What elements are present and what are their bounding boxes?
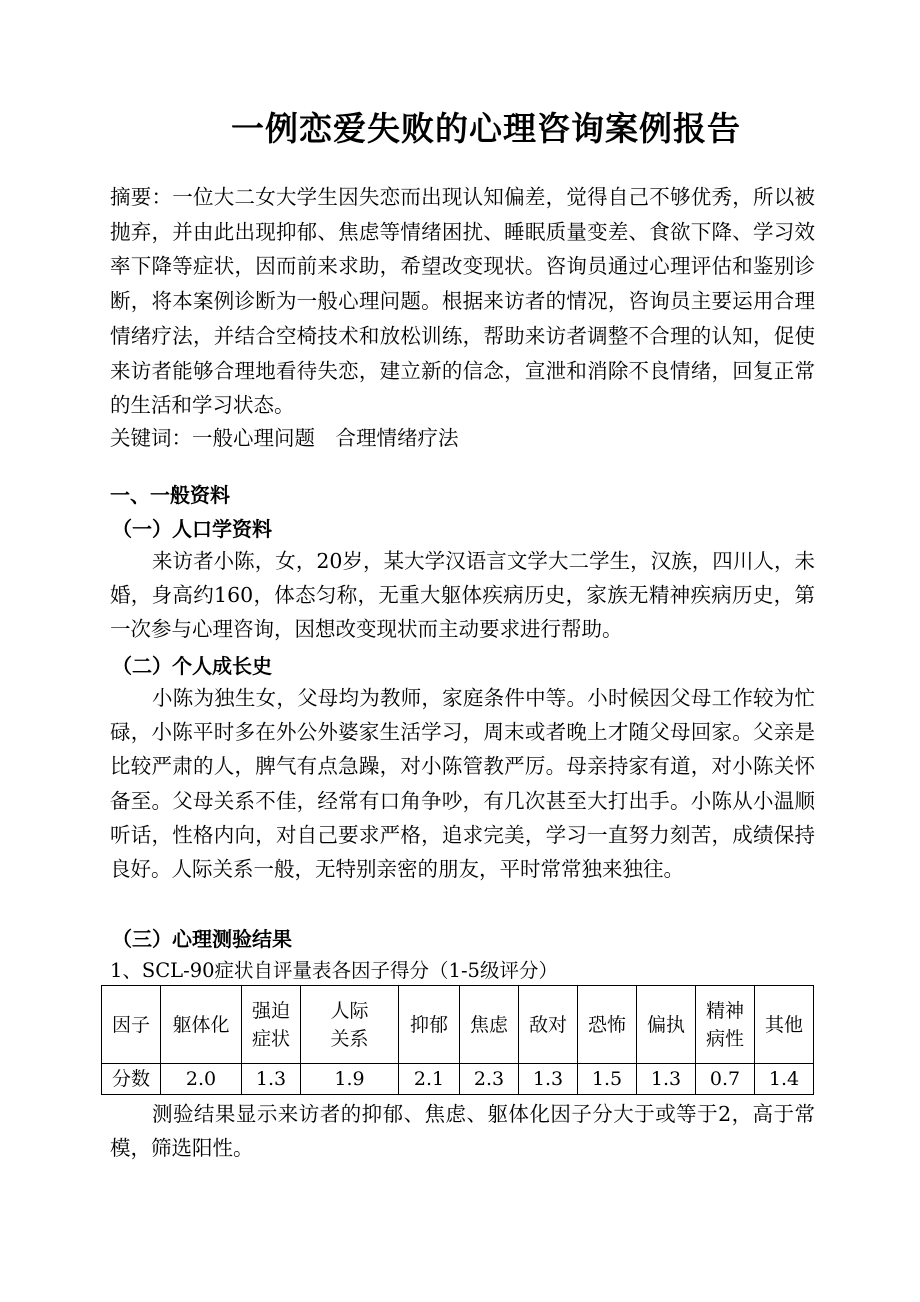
subsection-heading-demographics: （一）人口学资料 (112, 517, 272, 541)
factor-cell (399, 986, 460, 1064)
score-cell: 1.3 (519, 1064, 578, 1095)
factor-label: 焦虑 (469, 1013, 508, 1036)
factor-cell (755, 986, 814, 1064)
score-cell: 0.7 (696, 1064, 755, 1095)
score-cell: 2.0 (161, 1064, 242, 1095)
factor-cell (301, 986, 399, 1064)
abstract-paragraph: 摘要：一位大二女大学生因失恋而出现认知偏差，觉得自己不够优秀，所以被抛弃，并由此出现抑郁、焦虑等情绪困扰、睡眠质量变差、食欲下降、学习效率下降等症状，因而前来求助，希望改变现状。咨询员通过心理评估和鉴别诊断，将本案例诊断为一般心理问题。根据来访者的情况，咨询员主要运用合理情绪疗法，并结合空椅技术和放松训练，帮助来访者调整不合理的认知，促使来访者能够合理地看待失恋，建立新的信念，宣泄和消除不良情绪，回复正常的生活和学习状态。 (110, 185, 815, 418)
scl90-score-table (101, 985, 814, 1095)
subsection-heading-growth-history: （二）个人成长史 (112, 654, 272, 678)
factor-label: 躯体化 (172, 1013, 230, 1036)
factor-cell (637, 986, 696, 1064)
score-cell: 1.3 (242, 1064, 301, 1095)
factor-label: 偏执 (646, 1013, 685, 1036)
factor-label-line2: 关系 (330, 1027, 369, 1050)
score-cell: 1.9 (301, 1064, 399, 1095)
row-header-score: 分数 (102, 1064, 161, 1095)
keywords-line: 关键词：一般心理问题 合理情绪疗法 (110, 426, 459, 450)
demographics-paragraph: 来访者小陈，女，20岁，某大学汉语言文学大二学生，汉族，四川人，未婚，身高约160，体态匀称，无重大躯体疾病历史，家族无精神疾病历史，第一次参与心理咨询，因想改变现状而主动要求进行帮助。 (110, 549, 815, 642)
factor-label: 强迫 (251, 999, 290, 1022)
factor-cell (161, 986, 242, 1064)
score-cell: 1.4 (755, 1064, 814, 1095)
score-cell: 1.3 (637, 1064, 696, 1095)
score-cell: 2.3 (460, 1064, 519, 1095)
factor-cell (696, 986, 755, 1064)
score-cell: 1.5 (578, 1064, 637, 1095)
factor-label-line2: 病性 (705, 1027, 744, 1050)
row-header-factor: 因子 (102, 986, 161, 1064)
score-cell: 2.1 (399, 1064, 460, 1095)
subsection-heading-test-results: （三）心理测验结果 (112, 927, 292, 951)
factor-label: 精神 (705, 999, 744, 1022)
factor-label: 恐怖 (587, 1013, 626, 1036)
factor-cell (578, 986, 637, 1064)
factor-label: 敌对 (528, 1013, 567, 1036)
factor-cell (460, 986, 519, 1064)
factor-label-line2: 症状 (251, 1027, 290, 1050)
section-heading-general-info: 一、一般资料 (110, 483, 230, 507)
factor-row (102, 986, 814, 1064)
factor-label: 抑郁 (409, 1013, 448, 1036)
factor-cell (519, 986, 578, 1064)
factor-label: 其他 (764, 1013, 803, 1036)
factor-cell (242, 986, 301, 1064)
document-title: 一例恋爱失败的心理咨询案例报告 (231, 109, 741, 148)
table-caption: 1、SCL-90症状自评量表各因子得分（1-5级评分） (110, 959, 558, 982)
growth-history-paragraph: 小陈为独生女，父母均为教师，家庭条件中等。小时候因父母工作较为忙碌，小陈平时多在外公外婆家生活学习，周末或者晚上才随父母回家。父亲是比较严肃的人，脾气有点急躁，对小陈管教严厉。母亲持家有道，对小陈关怀备至。父母关系不佳，经常有口角争吵，有几次甚至大打出手。小陈从小温顺听话，性格内向，对自己要求严格，追求完美，学习一直努力刻苦，成绩保持良好。人际关系一般，无特别亲密的朋友，平时常常独来独往。 (110, 686, 815, 882)
test-result-paragraph: 测验结果显示来访者的抑郁、焦虑、躯体化因子分大于或等于2，高于常模，筛选阳性。 (110, 1102, 815, 1161)
factor-label: 人际 (330, 999, 369, 1022)
score-row (102, 1064, 814, 1095)
